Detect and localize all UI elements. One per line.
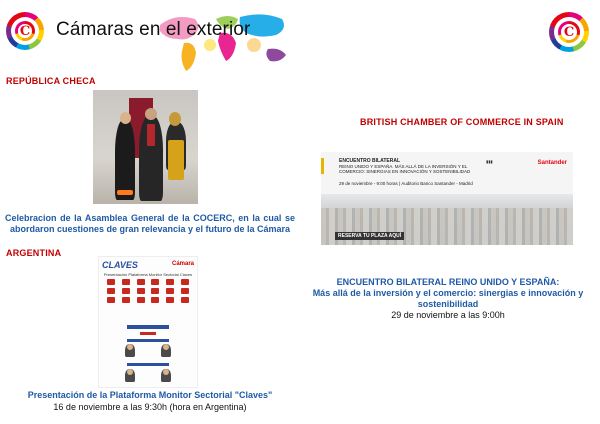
reserve-button[interactable]: RESERVA TU PLAZA AQUÍ xyxy=(335,232,404,240)
british-chamber-heading: BRITISH CHAMBER OF COMMERCE IN SPAIN xyxy=(360,117,564,127)
banner-line1: ENCUENTRO BILATERAL xyxy=(339,158,401,164)
argentina-event-date: 16 de noviembre a las 9:30h (hora en Argentina) xyxy=(53,402,247,412)
claves-platform-image[interactable] xyxy=(98,256,198,388)
camara-logo: Cámara xyxy=(171,261,194,267)
santander-logo: Santander xyxy=(537,160,567,166)
british-caption-subtitle: Más allá de la inversión y el comercio: sinergias e innovación y sostenibilidad xyxy=(312,288,584,309)
czech-assembly-photo xyxy=(93,90,198,204)
banner-line3: 29 de noviembre - 9:00 horas | Auditorio Banco Santander - Madrid xyxy=(339,181,473,186)
claves-logo: CLAVES xyxy=(102,260,138,270)
british-caption-title: ENCUENTRO BILATERAL REINO UNIDO Y ESPAÑA: xyxy=(336,277,560,287)
banner-line2: REINO UNIDO Y ESPAÑA. MÁS ALLÁ DE LA INVERSIÓN Y EL COMERCIO: SINERGIAS EN INNOVACIÓN Y SOSTENIBILIDAD xyxy=(339,164,471,174)
camaras-logo-right: C xyxy=(549,12,589,52)
british-chamber-logo: ▮▮▮ xyxy=(486,159,493,164)
page-title: Cámaras en el exterior xyxy=(56,19,251,40)
czech-section-heading: REPÚBLICA CHECA xyxy=(6,76,96,86)
sector-icon-grid xyxy=(105,279,191,303)
argentina-section-heading: ARGENTINA xyxy=(6,248,62,258)
czech-caption: Celebracion de la Asamblea General de la COCERC, en la cual se abordaron cuestiones de gran relevancia y el futuro de la Cámara xyxy=(5,213,295,234)
claves-image-title: Presentación Plataforma Monitor Sectorial Claves xyxy=(103,272,193,277)
camaras-logo-left: C xyxy=(6,12,44,50)
british-event-date: 29 de noviembre a las 9:00h xyxy=(391,310,505,320)
bilateral-meeting-banner[interactable] xyxy=(321,152,573,245)
argentina-caption-title: Presentación de la Plataforma Monitor Sectorial "Claves" xyxy=(27,390,273,400)
